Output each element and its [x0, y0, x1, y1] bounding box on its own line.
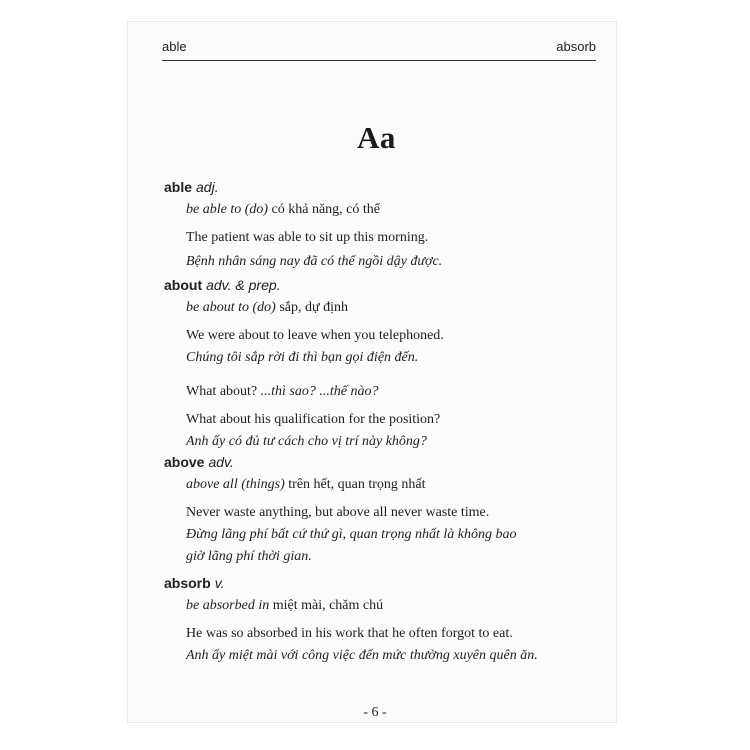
translation-line: Chúng tôi sắp rời đi thì bạn gọi điện đến.	[186, 350, 419, 365]
page-number: - 6 -	[363, 705, 387, 720]
entry-pos: adv. & prep.	[206, 277, 281, 293]
phrase: be able to (do)	[186, 202, 269, 217]
meaning: ...thì sao? ...thế nào?	[260, 384, 379, 399]
entry-term: absorb	[164, 575, 211, 591]
term-line	[164, 275, 598, 295]
phrase: be absorbed in	[186, 598, 270, 613]
section-heading: Aa	[357, 120, 396, 155]
entry-about	[164, 275, 598, 453]
phrase-line	[186, 297, 598, 319]
header-right-word: absorb	[556, 39, 596, 54]
phrase: be about to (do)	[186, 300, 276, 315]
meaning: có khả năng, có thể	[271, 202, 380, 217]
example-line: Never waste anything, but above all never waste time.	[186, 505, 490, 520]
entry-term: above	[164, 454, 205, 470]
translation-line: Bệnh nhân sáng nay đã có thể ngồi dậy được.	[186, 254, 443, 269]
term-line	[164, 452, 598, 472]
phrase: What about?	[186, 384, 258, 399]
translation-line: Anh ấy có đủ tư cách cho vị trí này không?	[186, 434, 427, 449]
entry-absorb	[164, 573, 598, 667]
phrase-line	[186, 381, 598, 403]
term-line	[164, 177, 598, 197]
entry-pos: adj.	[196, 179, 219, 195]
header-left-word: able	[162, 39, 187, 54]
phrase-line	[186, 595, 598, 617]
term-line	[164, 573, 598, 593]
meaning: miệt mài, chăm chú	[272, 598, 384, 613]
translation-line: Anh ấy miệt mài với công việc đến mức thường xuyên quên ăn.	[186, 648, 538, 663]
entry-term: about	[164, 277, 203, 293]
translation-line: Đừng lãng phí bất cứ thứ gì, quan trọng nhất là không bao	[186, 527, 517, 542]
running-header	[162, 38, 596, 62]
example-line: We were about to leave when you telephoned.	[186, 328, 444, 343]
entry-pos: adv.	[208, 454, 234, 470]
phrase: above all (things)	[186, 477, 285, 492]
entry-above	[164, 452, 598, 568]
phrase-line	[186, 199, 598, 221]
translation-line: giờ lãng phí thời gian.	[186, 549, 312, 564]
header-rule	[162, 60, 596, 61]
meaning: sắp, dự định	[279, 300, 348, 315]
entry-term: able	[164, 179, 193, 195]
phrase-line	[186, 474, 598, 496]
example-line: He was so absorbed in his work that he often forgot to eat.	[186, 626, 513, 641]
example-line: The patient was able to sit up this morning.	[186, 230, 429, 245]
entry-able	[164, 177, 598, 273]
meaning: trên hết, quan trọng nhất	[288, 477, 426, 492]
example-line: What about his qualification for the position?	[186, 412, 441, 427]
entry-pos: v.	[214, 575, 225, 591]
